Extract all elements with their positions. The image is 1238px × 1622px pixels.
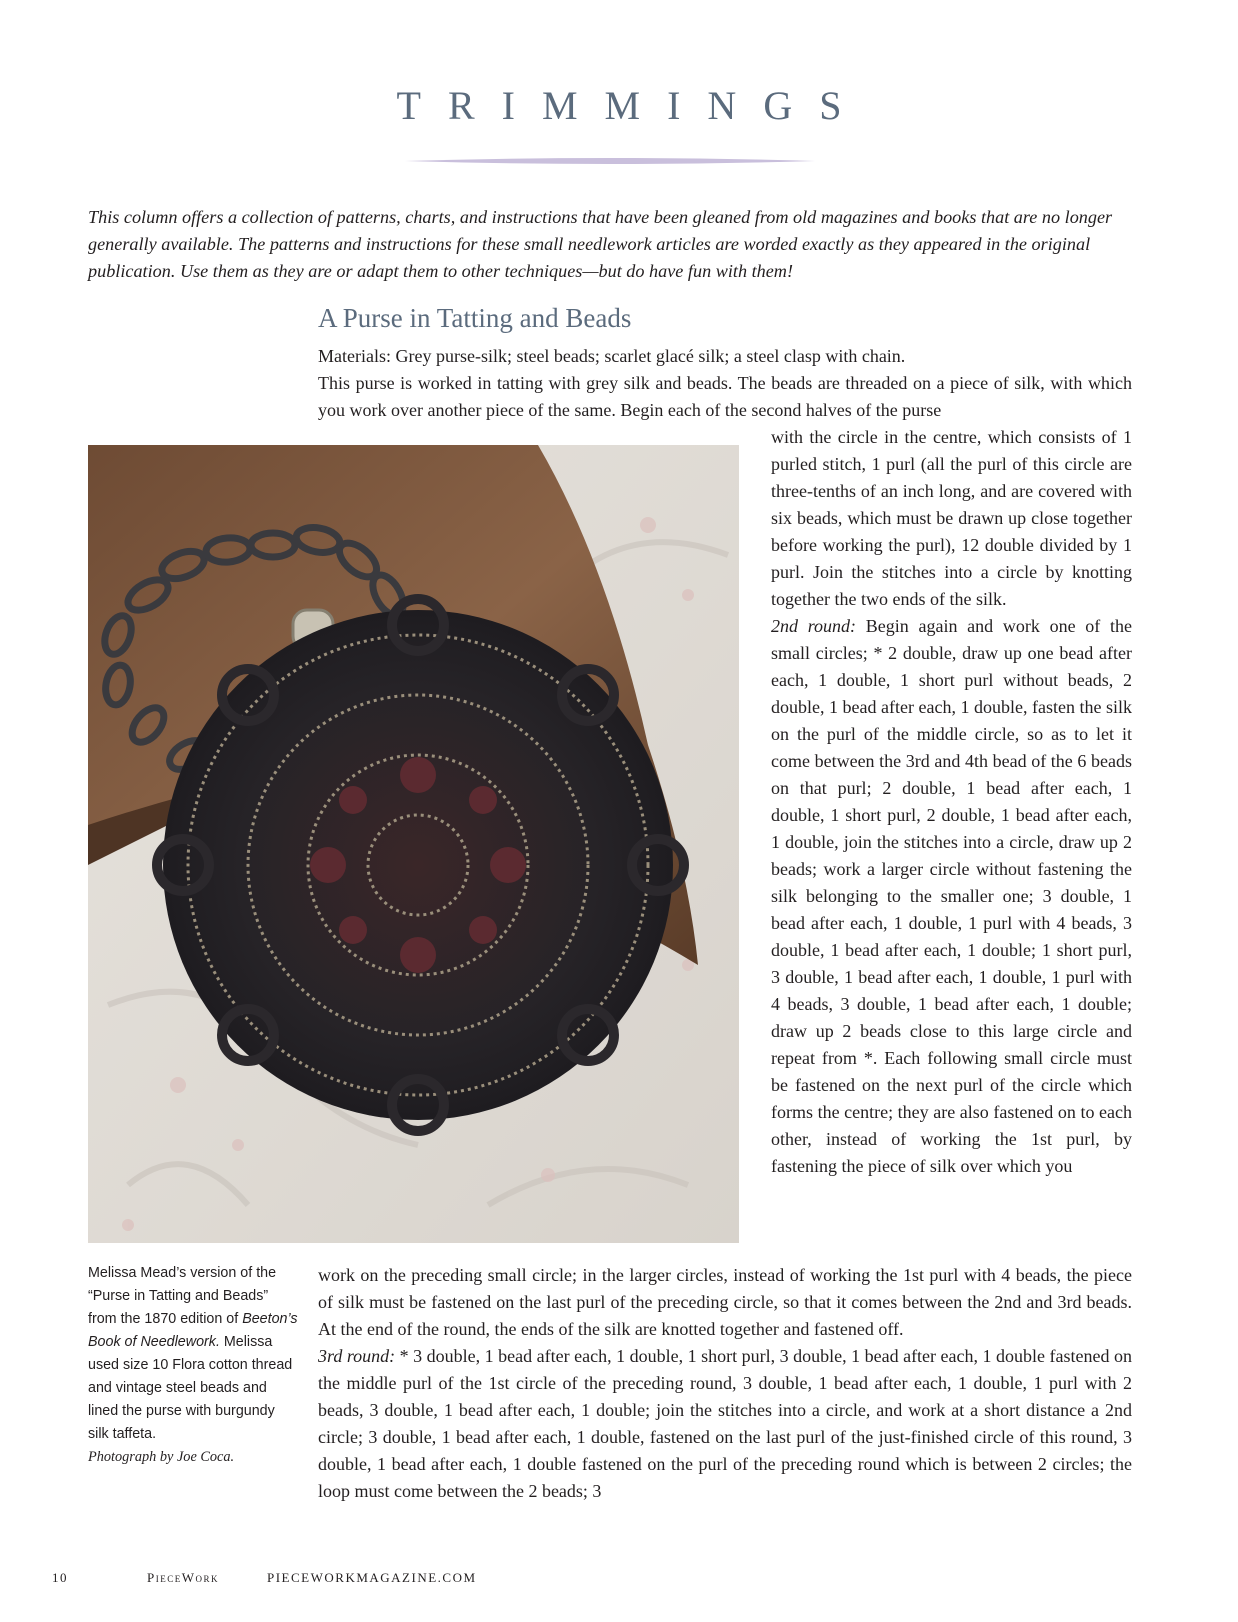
photo-caption	[88, 1262, 298, 1469]
page-title: TRIMMINGS	[396, 83, 869, 128]
bottom-column	[318, 1262, 1132, 1505]
round-3-text: * 3 double, 1 bead after each, 1 double, 1 short purl, 3 double, 1 bead after each, 1 double fastened on the middle purl of the 1st circle of the preceding round, 3 double, 1 bead after each, 1 double, 1 purl with 2 beads, 3 double, 1 bead after each, 1 double; join the stitches into a circle, and work at a short distance a 2nd circle; 3 double, 1 bead after each, 1 double, fastened on the last purl of the just-finished circle of this round, 3 double, 1 bead after each, 1 double fastened on the purl of the preceding round which is between 2 circles; the loop must come between the 2 beads; 3	[318, 1346, 1132, 1501]
caption-line-1: Melissa Mead’s version of the “Purse in Tatting and Beads” from the 1870 edition of	[88, 1265, 277, 1327]
round-3-paragraph	[318, 1343, 1132, 1505]
round-2-label: 2nd round:	[771, 616, 857, 636]
round-2-paragraph	[771, 613, 1132, 1180]
round-3-label: 3rd round:	[318, 1346, 396, 1366]
photo-credit: Photograph by Joe Coca.	[88, 1449, 235, 1465]
intro-paragraph: This column offers a collection of patterns, charts, and instructions that have been gleaned from old magazines and books that are no longer generally available. The patterns and instructions for these small needlework articles are worded exactly as they appeared in the original publication. Use them as they are or adapt them to other techniques—but do have fun with them!	[88, 207, 1113, 281]
title-rule	[405, 157, 815, 165]
purse-photo	[88, 445, 739, 1243]
page-number: 10	[52, 1570, 68, 1585]
magazine-url: PIECEWORKMAGAZINE.COM	[267, 1570, 477, 1585]
round-2-paragraph-cont: work on the preceding small circle; in the larger circles, instead of working the 1st purl with 4 beads, the piece of silk must be fastened on the last purl of the preceding circle, so that it comes between the 2nd and 3rd beads. At the end of the round, the ends of the silk are knotted together and fastened off.	[318, 1265, 1132, 1339]
caption-book-title: Beeton’s Book of Needlework.	[88, 1311, 298, 1350]
body-paragraph-1: This purse is worked in tatting with grey silk and beads. The beads are threaded on a piece of silk, with which you work over another piece of the same. Begin each of the second halves of the purse	[318, 373, 1132, 420]
body-paragraph-1-cont: with the circle in the centre, which consists of 1 purled stitch, 1 purl (all the purl of this circle are three-tenths of an inch long, and are covered with six beads, which must be drawn up close together before working the purl), 12 double divided by 1 purl. Join the stitches into a circle by knotting together the two ends of the silk.	[771, 427, 1132, 609]
materials-line: Materials: Grey purse-silk; steel beads; scarlet glacé silk; a steel clasp with chain.	[318, 346, 906, 366]
caption-line-2: Melissa used size 10 Flora cotton thread and vintage steel beads and lined the purse with burgundy silk taffeta.	[88, 1334, 293, 1442]
article-title: A Purse in Tatting and Beads	[318, 303, 632, 333]
magazine-name: PieceWork	[147, 1570, 219, 1585]
right-column	[771, 424, 1132, 1180]
round-2-text: Begin again and work one of the small circles; * 2 double, draw up one bead after each, 1 double, 1 short purl without beads, 2 double, 1 bead after each, 1 double, fasten the silk on the purl of the middle circle, so as to let it come between the 3rd and 4th bead of the 6 beads on that purl; 2 double, 1 bead after each, 1 double, 1 short purl, 2 double, 1 bead after each, 1 double, join the stitches into a circle, draw up 2 beads; work a larger circle without fastening the silk belonging to the smaller one; 3 double, 1 bead after each, 1 double, 1 purl with 4 beads, 3 double, 1 bead after each, 1 double; 1 short purl, 3 double, 1 bead after each, 1 double, 1 purl with 4 beads, 3 double, 1 bead after each, 1 double; draw up 2 beads close to this large circle and repeat from *. Each following small circle must be fastened on the next purl of the circle which forms the centre; they are also fastened on to each other, instead of working the 1st purl, by fastening the piece of silk over which you	[771, 616, 1132, 1176]
